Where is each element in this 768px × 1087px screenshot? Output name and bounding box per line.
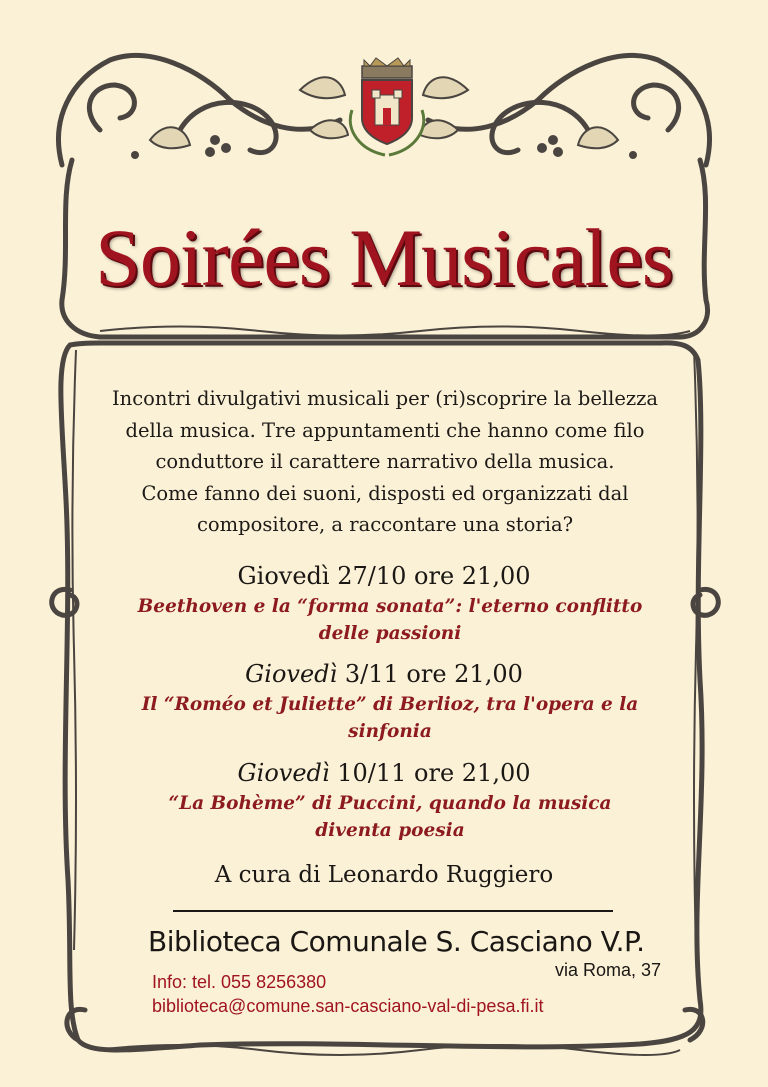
contact-info (152, 970, 572, 1018)
event-description-2 (100, 691, 680, 745)
divider (173, 910, 613, 912)
email-link[interactable]: biblioteca@comune.san-casciano-val-di-pesa.fi.it (152, 996, 544, 1016)
intro-line: della musica. Tre appuntamenti che hanno come filo (125, 418, 645, 442)
event-description-3 (100, 790, 680, 844)
phone-info: Info: tel. 055 8256380 (152, 972, 327, 992)
event-description-line: Beethoven e la “forma sonata”: l'eterno conflitto (137, 596, 643, 617)
event-datetime: 27/10 ore 21,00 (337, 562, 531, 590)
intro-line: Come fanno dei suoni, disposti ed organizzati dal (141, 481, 629, 505)
library-address: via Roma, 37 (555, 960, 662, 980)
event-date-1 (0, 562, 768, 590)
coat-of-arms-icon (350, 58, 423, 155)
event-datetime: 10/11 ore 21,00 (337, 759, 531, 787)
event-date-2 (0, 660, 768, 688)
event-day: Giovedì (237, 562, 330, 590)
event-description-line: “La Bohème” di Puccini, quando la musica (168, 793, 612, 814)
event-description-line: diventa poesia (315, 820, 465, 841)
intro-text (80, 383, 690, 541)
event-date-3 (0, 759, 768, 787)
intro-line: conduttore il carattere narrativo della musica. (155, 450, 615, 473)
event-description-line: delle passioni (318, 623, 462, 644)
event-description-line: Il “Roméo et Juliette” di Berlioz, tra l'opera e la (141, 694, 639, 715)
intro-line: compositore, a raccontare una storia? (196, 513, 574, 536)
event-datetime: 3/11 ore 21,00 (344, 660, 523, 688)
curator-credit: A cura di Leonardo Ruggiero (214, 862, 554, 888)
event-description-line: sinfonia (348, 721, 432, 742)
event-description-1 (100, 593, 680, 647)
event-day: Giovedì (245, 660, 338, 688)
event-day: Giovedì (237, 759, 330, 787)
intro-line: Incontri divulgativi musicali per (ri)scoprire la bellezza (111, 387, 659, 410)
poster-title: Soirées Musicales (95, 212, 673, 303)
library-name: Biblioteca Comunale S. Casciano V.P. (148, 925, 645, 958)
